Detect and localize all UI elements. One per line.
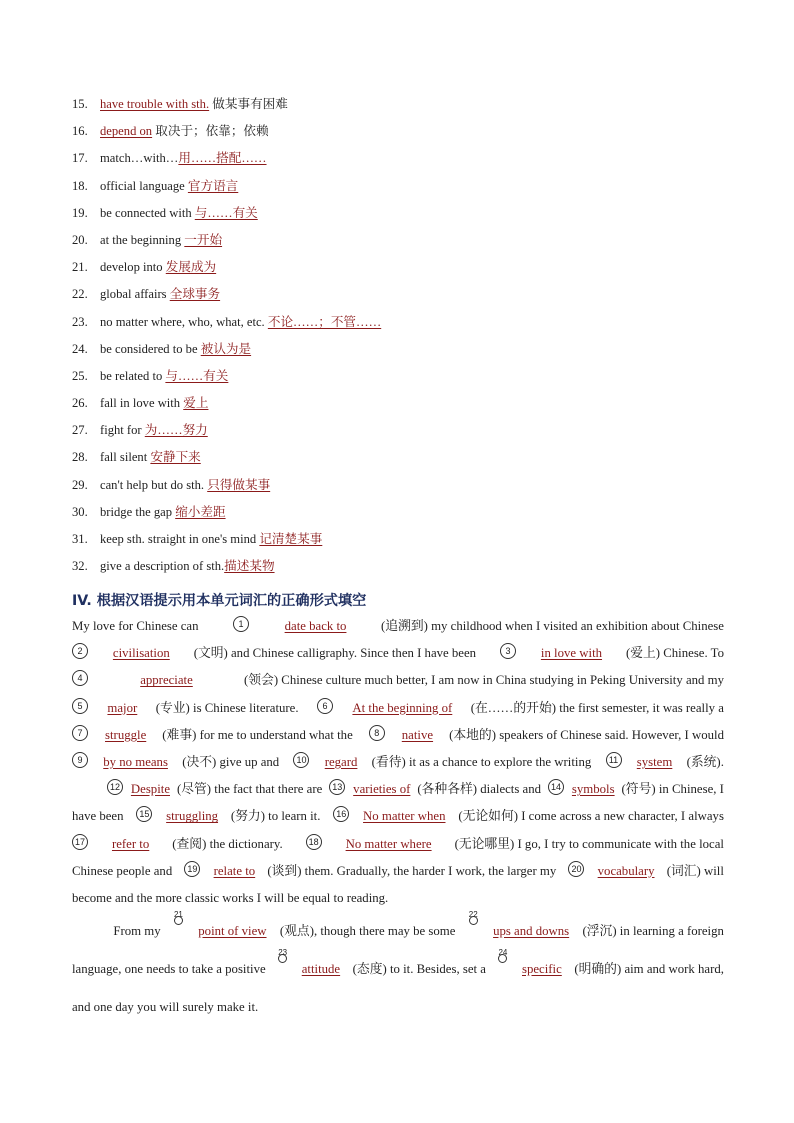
- passage-line: [72, 948, 724, 992]
- circled-number: 3: [500, 643, 516, 659]
- phrase: fight for: [100, 423, 145, 438]
- circled-number: 13: [329, 779, 345, 795]
- circled-number: [468, 910, 478, 925]
- meaning: 取决于；依靠；依赖: [152, 124, 269, 139]
- circled-number: [498, 948, 508, 963]
- phrase: match…with…: [100, 151, 179, 166]
- phrase: no matter where, who, what, etc.: [100, 314, 268, 329]
- phrase: bridge the gap: [100, 504, 176, 519]
- circled-number: 9: [72, 752, 88, 768]
- item-number: 25.: [72, 368, 88, 383]
- answer-blank: ups and downs: [493, 924, 570, 938]
- item-number: 21.: [72, 260, 88, 275]
- item-number: 22.: [72, 287, 88, 302]
- phrase: at the beginning: [100, 232, 185, 247]
- item-number: 16.: [72, 124, 88, 139]
- answer-blank: 用……搭配……: [178, 151, 267, 166]
- circled-number: 12: [107, 779, 123, 795]
- answer-blank: 与……有关: [194, 205, 258, 220]
- answer-blank: specific: [522, 962, 562, 976]
- passage-text: (文明) and Chinese calligraphy. Since then I have been: [193, 646, 477, 661]
- answer-blank: point of view: [198, 924, 267, 938]
- vocab-item: [72, 502, 732, 529]
- vocab-item: [72, 121, 732, 148]
- circled-number: 7: [72, 725, 88, 741]
- item-number: 20.: [72, 232, 88, 247]
- answer-blank: attitude: [301, 962, 341, 976]
- passage-text: (专业) is Chinese literature.: [155, 700, 299, 715]
- vocab-item: [72, 475, 732, 502]
- passage-line: [72, 616, 724, 643]
- passage-line: [72, 725, 724, 752]
- answer-blank: system: [636, 754, 673, 769]
- answer-blank: vocabulary: [597, 863, 655, 878]
- circled-number: 8: [369, 725, 385, 741]
- passage-text: (谈到) them. Gradually, the harder I work, the larger my: [267, 863, 557, 878]
- vocab-item: [72, 393, 732, 420]
- answer-blank: struggling: [166, 809, 219, 824]
- phrase: fall silent: [100, 450, 151, 465]
- vocab-item: [72, 230, 732, 257]
- circled-number: 6: [317, 698, 333, 714]
- vocab-item: [72, 447, 732, 474]
- answer-blank: Despite: [130, 782, 170, 797]
- passage-text: and one day you will surely make it.: [72, 1000, 259, 1014]
- passage-text: (领会) Chinese culture much better, I am now in China studying in Peking University and my: [243, 673, 724, 688]
- vocab-item: [72, 556, 732, 583]
- answer-blank: 与……有关: [165, 368, 229, 383]
- item-number: 31.: [72, 532, 88, 546]
- answer-blank: civilisation: [112, 646, 170, 661]
- vocab-item: [72, 203, 732, 230]
- passage-text: (决不) give up and: [182, 754, 280, 769]
- vocab-item: [72, 94, 732, 121]
- circled-number: 4: [72, 670, 88, 686]
- phrase: global affairs: [100, 287, 170, 302]
- meaning: 做某事有困难: [209, 97, 288, 111]
- passage-line: [72, 888, 724, 915]
- passage-text: (本地的) speakers of Chinese said. However, I would: [449, 727, 724, 742]
- answer-blank: relate to: [213, 863, 256, 878]
- answer-blank: 爱上: [183, 396, 209, 411]
- circled-number-label: 22: [468, 910, 478, 919]
- circled-number: [278, 948, 288, 963]
- circled-number: 15: [136, 806, 152, 822]
- phrase: be connected with: [100, 205, 195, 220]
- answer-blank: 官方语言: [187, 178, 239, 193]
- passage-text: (观点), though there may be some: [279, 924, 456, 938]
- item-number: 19.: [72, 205, 88, 220]
- passage-text: (无论如何) I come across a new character, I always: [458, 809, 724, 824]
- passage-text: (尽管) the fact that there are: [176, 782, 323, 797]
- answer-blank: appreciate: [140, 673, 193, 688]
- answer-blank: have trouble with sth.: [100, 97, 210, 111]
- passage-text: (各种各样) dialects and: [417, 782, 542, 797]
- item-number: 27.: [72, 423, 88, 438]
- answer-blank: 只得做某事: [207, 477, 271, 492]
- fill-in-passage: [72, 616, 724, 915]
- passage-text: (追溯到) my childhood when I visited an exhibition about Chinese: [380, 619, 724, 633]
- circled-number: 11: [606, 752, 622, 768]
- item-number: 32.: [72, 559, 88, 574]
- passage-text: My love for Chinese can: [72, 619, 199, 633]
- answer-blank: 为……努力: [144, 423, 208, 438]
- vocab-item: [72, 176, 732, 203]
- passage-text: (态度) to it. Besides, set a: [352, 962, 486, 976]
- section-heading: IV. 根据汉语提示用本单元词汇的正确形式填空: [72, 593, 367, 609]
- item-number: 23.: [72, 314, 88, 329]
- answer-blank: 一开始: [184, 232, 223, 247]
- indent: [72, 779, 100, 806]
- answer-blank: 全球事务: [169, 287, 221, 302]
- phrase: fall in love with: [100, 396, 184, 411]
- item-number: 28.: [72, 450, 88, 465]
- vocab-item: [72, 257, 732, 284]
- circled-number: 2: [72, 643, 88, 659]
- passage-line: [72, 752, 724, 779]
- passage-text: Chinese people and: [72, 863, 173, 878]
- circled-number: [173, 910, 183, 925]
- passage-text: (无论哪里) I go, I try to communicate with the local: [454, 836, 724, 851]
- phrase: can't help but do sth.: [100, 477, 208, 492]
- item-number: 18.: [72, 178, 88, 193]
- passage-line: [72, 806, 724, 833]
- answer-blank: 发展成为: [165, 260, 217, 275]
- passage-text: (符号) in Chinese, I: [621, 782, 724, 797]
- answer-blank: native: [401, 727, 434, 742]
- fill-in-passage-continued: [72, 910, 724, 1030]
- answer-blank: symbols: [571, 782, 615, 797]
- vocab-item: [72, 366, 732, 393]
- item-number: 17.: [72, 151, 88, 166]
- item-number: 26.: [72, 396, 88, 411]
- circled-number: 10: [293, 752, 309, 768]
- answer-blank: varieties of: [353, 782, 411, 797]
- answer-blank: 不论……；不管……: [267, 314, 382, 329]
- circled-number: 19: [184, 861, 200, 877]
- passage-line: [72, 992, 724, 1030]
- circled-number-label: 23: [278, 948, 288, 957]
- circled-number: 18: [306, 834, 322, 850]
- vocab-item: [72, 148, 732, 175]
- answer-blank: 描述某物: [224, 559, 275, 574]
- passage-text: (查阅) the dictionary.: [172, 836, 283, 851]
- vocab-item: [72, 312, 732, 339]
- answer-blank: major: [107, 700, 138, 715]
- circled-number-label: 21: [173, 910, 183, 919]
- item-number: 15.: [72, 97, 88, 111]
- answer-blank: depend on: [100, 124, 153, 139]
- answer-blank: 记清楚某事: [259, 532, 323, 546]
- answer-blank: by no means: [103, 754, 168, 769]
- answer-blank: refer to: [111, 836, 150, 851]
- passage-text: (难事) for me to understand what the: [162, 727, 353, 742]
- phrase: keep sth. straight in one's mind: [100, 532, 260, 546]
- vocab-item: [72, 420, 732, 447]
- circled-number: 14: [548, 779, 564, 795]
- passage-line: [72, 910, 724, 954]
- vocab-item: [72, 284, 732, 311]
- answer-blank: in love with: [540, 646, 603, 661]
- vocab-item: [72, 529, 732, 556]
- answer-blank: regard: [324, 754, 358, 769]
- phrase: give a description of sth.: [100, 559, 225, 574]
- passage-line: [72, 670, 724, 697]
- passage-text: (爱上) Chinese. To: [625, 646, 724, 661]
- passage-text: language, one needs to take a positive: [72, 962, 266, 976]
- circled-number: 17: [72, 834, 88, 850]
- circled-number: 16: [333, 806, 349, 822]
- phrase: develop into: [100, 260, 166, 275]
- phrase: be related to: [100, 368, 166, 383]
- circled-number: 1: [233, 616, 249, 632]
- circled-number-label: 24: [498, 948, 508, 957]
- passage-text: (在……的开始) the first semester, it was really a: [470, 700, 724, 715]
- circled-number: 20: [568, 861, 584, 877]
- answer-blank: 被认为是: [200, 341, 252, 356]
- answer-blank: 缩小差距: [175, 504, 226, 519]
- answer-blank: No matter where: [345, 836, 432, 851]
- passage-text: (明确的) aim and work hard,: [574, 962, 724, 976]
- answer-blank: date back to: [284, 619, 347, 633]
- indent: [72, 916, 100, 954]
- item-number: 30.: [72, 504, 88, 519]
- passage-line: [72, 698, 724, 725]
- answer-blank: struggle: [105, 727, 147, 742]
- passage-text: (词汇) will: [666, 863, 724, 878]
- vocab-item: [72, 339, 732, 366]
- circled-number: 5: [72, 698, 88, 714]
- passage-text: have been: [72, 809, 124, 824]
- passage-text: (浮沉) in learning a foreign: [582, 924, 724, 938]
- passage-text: From my: [113, 924, 161, 938]
- answer-blank: 安静下来: [150, 450, 201, 465]
- passage-text: become and the more classic works I will be equal to reading.: [72, 890, 389, 905]
- phrase: official language: [100, 178, 188, 193]
- answer-blank: No matter when: [363, 809, 446, 824]
- item-number: 29.: [72, 477, 88, 492]
- passage-line: [72, 861, 724, 888]
- passage-line: [72, 643, 724, 670]
- vocab-list: [72, 94, 732, 583]
- item-number: 24.: [72, 341, 88, 356]
- answer-blank: At the beginning of: [352, 700, 453, 715]
- passage-line: [72, 779, 724, 806]
- passage-text: (努力) to learn it.: [230, 809, 321, 824]
- passage-line: [72, 834, 724, 861]
- passage-text: (系统).: [686, 754, 724, 769]
- phrase: be considered to be: [100, 341, 201, 356]
- passage-text: (看待) it as a chance to explore the writing: [371, 754, 592, 769]
